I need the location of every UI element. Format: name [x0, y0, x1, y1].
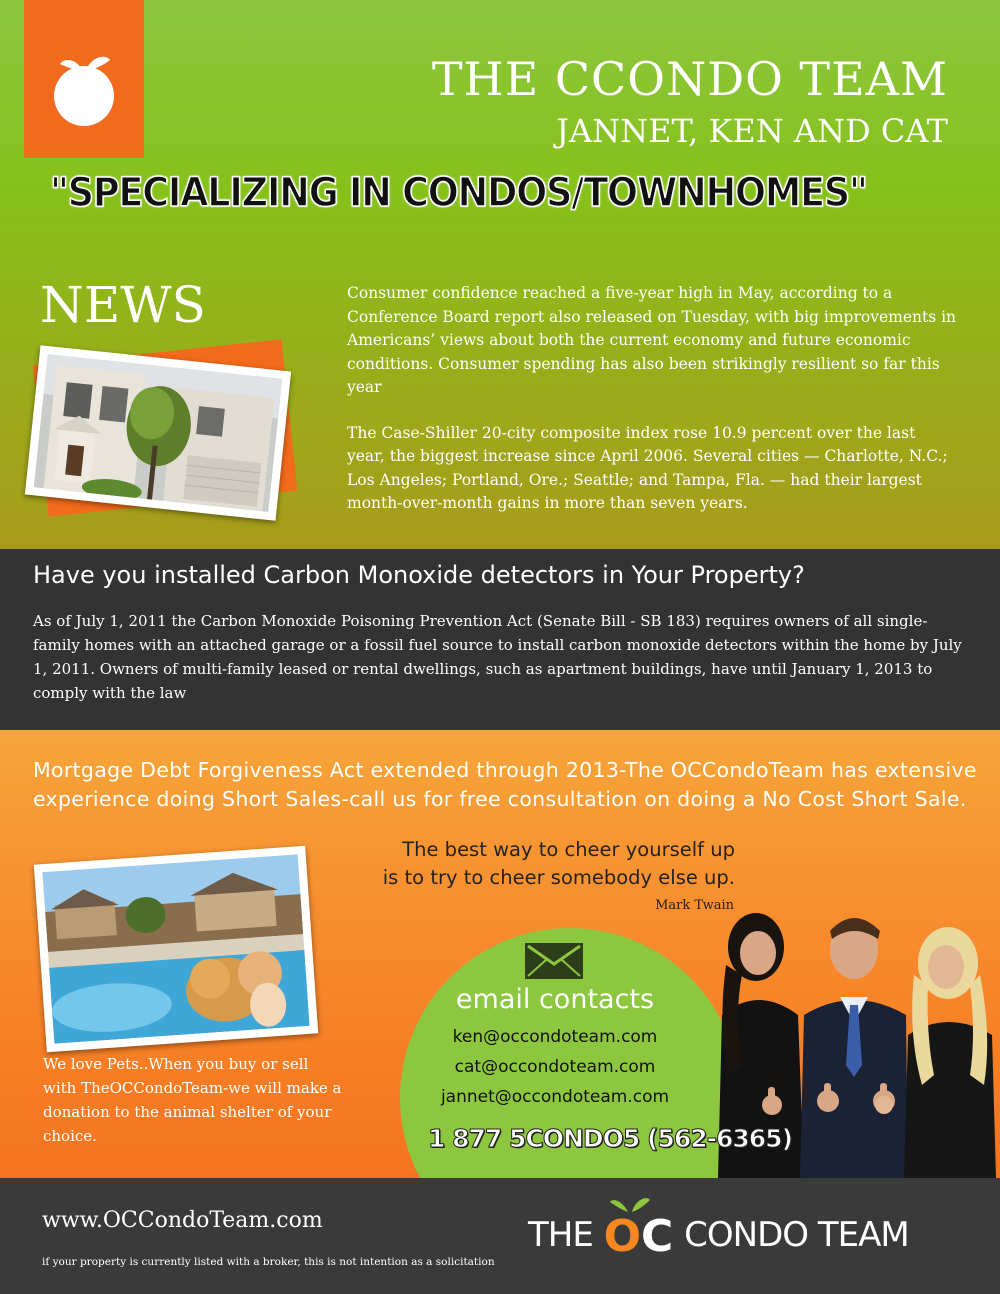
pets-pool-photo — [34, 846, 318, 1053]
email-contacts-heading: email contacts — [455, 984, 655, 1015]
pets-donation-text: We love Pets..When you buy or sell with TheOCCondoTeam-we will make a donation to the animal shelter of your choice. — [43, 1055, 342, 1145]
condo-photo — [25, 345, 291, 521]
mortgage-notice: Mortgage Debt Forgiveness Act extended through 2013-The OCCondoTeam has extensive experience doing Short Sales-call us for free consultation on doing a No Cost Short Sale. — [33, 758, 977, 811]
news-paragraph: Consumer confidence reached a five-year high in May, according to a Conference Board report also released on Tuesday, with big improvements in Americans’ views about both the current economy and future economic conditions. Consumer spending has also been strikingly resilient so far this year — [347, 284, 957, 396]
brand-c: C — [641, 1210, 674, 1262]
brand-logo — [528, 1208, 909, 1262]
disclaimer: if your property is currently listed with a broker, this is not intention as a solicitation — [42, 1256, 495, 1268]
orange-fruit-icon — [52, 52, 116, 128]
pool-pets-image — [42, 854, 309, 1043]
email-link-jannet[interactable]: jannet@occondoteam.com — [440, 1087, 670, 1107]
brand-the: THE — [528, 1214, 593, 1255]
email-link-cat[interactable]: cat@occondoteam.com — [454, 1057, 656, 1077]
news-body — [347, 282, 957, 538]
team-title: THE CCONDO TEAM — [431, 52, 948, 106]
orange-leaf-icon — [608, 1194, 652, 1214]
quote — [383, 836, 735, 892]
brand-o: O — [603, 1210, 642, 1262]
news-paragraph: The Case-Shiller 20-city composite index rose 10.9 percent over the last year, the biggest increase since April 2006. Several cities — Charlotte, N.C.; Los Angeles; Portland, Ore.; Seattle; and Tampa, Fla. — had their largest month-over-month gains in more than seven years. — [347, 423, 948, 512]
footer — [0, 1178, 1000, 1294]
website-link[interactable]: www.OCCondoTeam.com — [42, 1208, 323, 1233]
news-heading: NEWS — [40, 276, 206, 334]
brand-oc — [604, 1208, 674, 1262]
email-link-ken[interactable]: ken@occondoteam.com — [452, 1027, 658, 1047]
orange-logo-block — [24, 0, 144, 158]
quote-line: The best way to cheer yourself up — [402, 838, 735, 861]
co-body: As of July 1, 2011 the Carbon Monoxide Poisoning Prevention Act (Senate Bill - SB 183) requires owners of all single-family homes with an attached garage or a fossil fuel source to install carbon monoxide detectors within the home by July 1, 2011. Owners of multi-family leased or rental dwellings, such as apartment buildings, have until January 1, 2013 to comply with the law — [33, 612, 962, 702]
quote-line: is to try to cheer somebody else up. — [382, 866, 735, 889]
co-heading: Have you installed Carbon Monoxide detectors in Your Property? — [33, 561, 805, 589]
phone-number[interactable]: 1 877 5CONDO5 (562-6365) — [428, 1124, 793, 1153]
envelope-icon — [524, 942, 584, 980]
header-section — [0, 0, 1000, 549]
team-members: JANNET, KEN AND CAT — [556, 112, 948, 150]
condo-building-image — [34, 354, 283, 512]
slogan: "SPECIALIZING IN CONDOS/TOWNHOMES" — [49, 170, 867, 216]
brand-condo-team: CONDO TEAM — [684, 1214, 909, 1255]
promo-section — [0, 730, 1000, 1178]
quote-author: Mark Twain — [655, 898, 734, 913]
carbon-monoxide-section — [0, 549, 1000, 730]
